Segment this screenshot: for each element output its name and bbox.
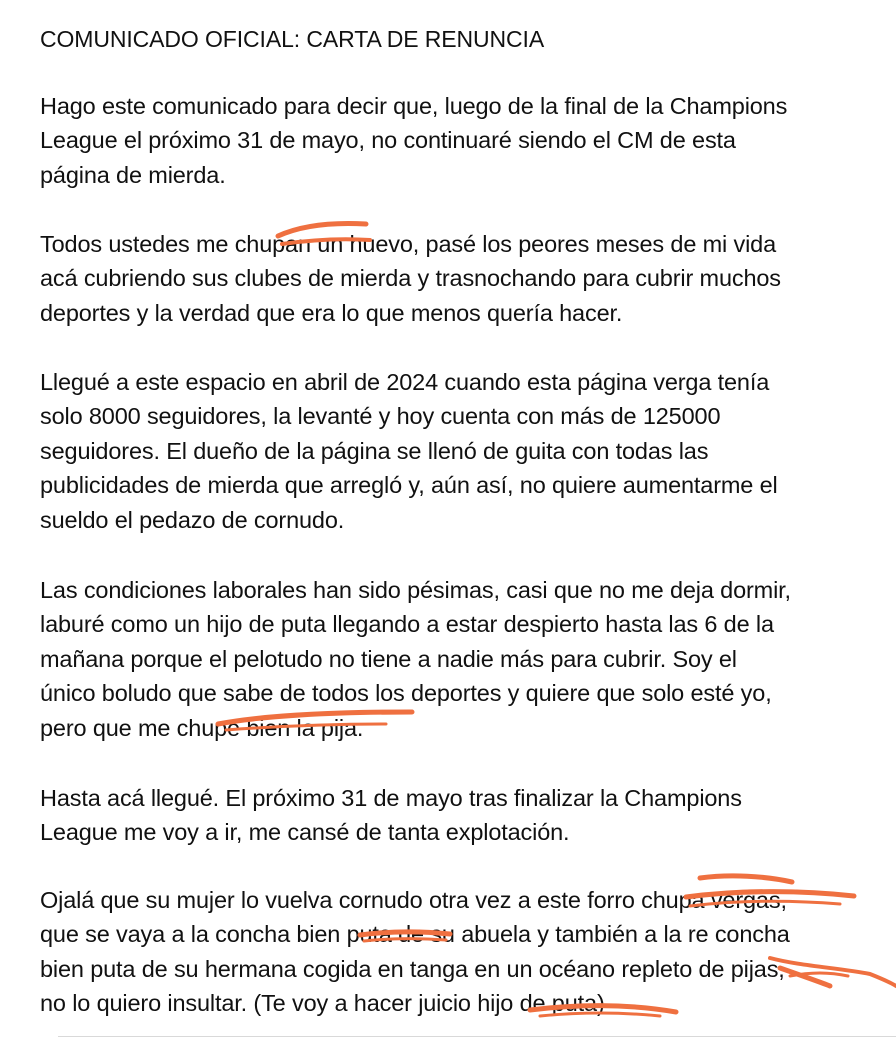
paragraph-4 xyxy=(40,573,791,745)
divider xyxy=(58,1036,896,1037)
paragraph-line: único boludo que sabe de todos los deportes y quiere que solo esté yo, xyxy=(40,680,772,707)
paragraph-line: Hago este comunicado para decir que, luego de la final de la Champions xyxy=(40,93,788,119)
paragraph-line: Ojalá que su mujer lo vuelva cornudo otra vez a este forro chupa vergas, xyxy=(40,887,787,913)
paragraph-line: sueldo el pedazo de cornudo. xyxy=(40,506,345,533)
paragraph-line: League me voy a ir, me cansé de tanta explotación. xyxy=(40,819,570,846)
paragraph-line: League el próximo 31 de mayo, no continuaré siendo el CM de esta xyxy=(40,127,736,154)
paragraph-2 xyxy=(40,227,781,330)
paragraph-line: Hasta acá llegué. El próximo 31 de mayo tras finalizar la Champions xyxy=(40,785,742,811)
paragraph-line: laburé como un hijo de puta llegando a estar despierto hasta las 6 de la xyxy=(40,611,774,638)
paragraph-line: seguidores. El dueño de la página se llenó de guita con todas las xyxy=(40,437,709,464)
paragraph-line: Las condiciones laborales han sido pésimas, casi que no me deja dormir, xyxy=(40,577,791,603)
paragraph-line: Todos ustedes me chupan un huevo, pasé los peores meses de mi vida xyxy=(40,231,777,257)
paragraph-line: que se vaya a la concha bien puta de su abuela y también a la re concha xyxy=(40,921,790,948)
censor-scribble xyxy=(790,973,848,976)
paragraph-line: bien puta de su hermana cogida en tanga en un océano repleto de pijas, xyxy=(40,955,785,982)
paragraph-1 xyxy=(40,89,787,192)
paragraph-line: no lo quiero insultar. (Te voy a hacer juicio hijo de puta) xyxy=(40,990,605,1017)
paragraph-line: deportes y la verdad que era lo que menos quería hacer. xyxy=(40,299,623,326)
paragraph-3 xyxy=(40,365,778,537)
paragraph-line: Llegué a este espacio en abril de 2024 cuando esta página verga tenía xyxy=(40,369,770,395)
paragraph-5 xyxy=(40,781,742,850)
paragraph-line: publicidades de mierda que arregló y, aún así, no quiere aumentarme el xyxy=(40,472,778,499)
letter-title: COMUNICADO OFICIAL: CARTA DE RENUNCIA xyxy=(40,26,545,52)
paragraph-line: acá cubriendo sus clubes de mierda y trasnochando para cubrir muchos xyxy=(40,265,781,292)
paragraph-6 xyxy=(40,883,790,1021)
paragraph-line: mañana porque el pelotudo no tiene a nadie más para cubrir. Soy el xyxy=(40,645,737,672)
paragraph-line: página de mierda. xyxy=(40,161,226,188)
paragraph-line: pero que me chupe bien la pija. xyxy=(40,714,364,741)
paragraph-line: solo 8000 seguidores, la levanté y hoy cuenta con más de 125000 xyxy=(40,403,721,430)
censor-scribble xyxy=(700,876,792,882)
